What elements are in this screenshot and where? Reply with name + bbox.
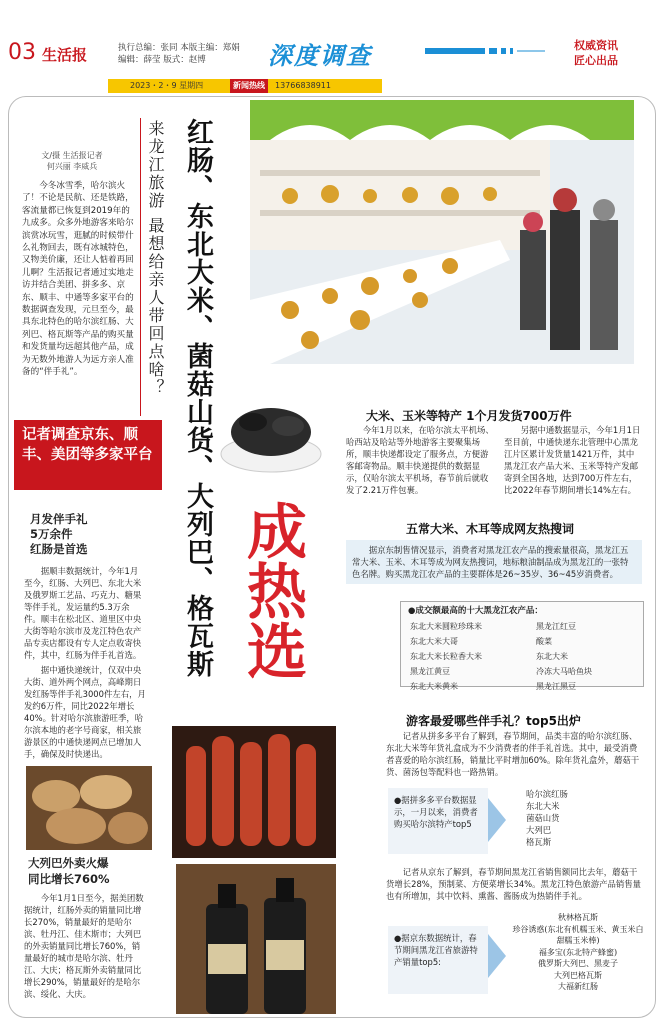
list-item: 福多宝(东北特产蜂蜜) <box>538 947 618 957</box>
left-subtitle-2: 大列巴外卖火爆 同比增长760% <box>28 856 110 886</box>
jd-top5-list <box>510 912 646 993</box>
list-item: 东北大米圆粒珍珠米 <box>410 622 482 631</box>
pdd-top5-list <box>526 788 568 848</box>
left-para-3: 今年1月1日至今，据美团数据统计，红肠外卖的销量同比增长270%，销量最好的是哈尔滨、牡丹江、佳木斯市；大列巴的外卖销量同比增长760%，销量最好的城市是哈尔滨、牡丹江、大庆；格瓦斯外卖销量同比增长290%，销量最好的是哈尔滨、绥化、大庆。 <box>24 893 144 999</box>
list-item: 黑龙江红豆 <box>536 622 576 631</box>
section-2-text: 据京东制售情况显示，消费者对黑龙江农产品的搜索量很高，黑龙江五常大米、玉米、木耳等成为网友热搜词，地标粮油制品成为黑龙江的一张特色名牌。购买黑龙江农产品的主要群体是26~35岁、36~45岁消费者。 <box>346 540 642 584</box>
list-item: 黑龙江黄豆 <box>410 667 450 676</box>
list-item: 大福新红肠 <box>558 982 598 991</box>
list-item: 东北大米黄米 <box>410 682 458 691</box>
section-2-title: 五常大米、木耳等成网友热搜词 <box>406 522 575 536</box>
title-rule <box>140 118 141 416</box>
section-1-title: 大米、玉米等特产 1个月发货700万件 <box>366 409 572 423</box>
list-item: 冷冻大马哈鱼块 <box>536 667 592 676</box>
left-subtitle-1: 月发伴手礼 5万余件 红肠是首选 <box>30 512 88 556</box>
headline-main: 红肠、东北大米、菌菇山货、大列巴、格瓦斯 <box>182 118 213 678</box>
pdd-arrow-icon <box>488 798 506 842</box>
credits <box>118 42 240 66</box>
section-1-left-text: 今年1月以来，在哈尔滨太平机场、哈西站及哈站等外地游客主要聚集场所，顺丰快递都设定了服务点，方便游客邮寄物品。顺丰快递提供的数据显示，仅哈尔滨太平机场，春节前后就收发了2.21万件包裹。 <box>346 425 494 495</box>
kvass-photo <box>176 864 336 1014</box>
list-item: 东北大米 <box>526 801 560 811</box>
list-item: 珍谷诱惑(东北有机糯玉米、黄玉米白甜糯玉米棒) <box>512 924 644 945</box>
section-4-text: 记者从京东了解到，春节期间黑龙江省销售额同比去年，蘑菇干货增长28%，预制菜、方便菜增长34%。黑龙江特色旅游产品销售量也有所增加，其中饮料、熏酱、酱肠成为热销伴手礼。 <box>386 867 641 901</box>
brand-name: 生活报 <box>42 46 88 64</box>
dateline: 2023・2・9 星期四 <box>108 79 382 93</box>
list-item: 哈尔滨红肠 <box>526 789 568 799</box>
byline: 文/摄 生活报记者 何兴丽 李威兵 <box>41 151 103 171</box>
top10-col-1 <box>410 619 482 694</box>
store-photo <box>250 100 634 364</box>
page-number: 03 <box>8 40 36 65</box>
list-item: 东北大米大哥 <box>410 637 458 646</box>
banner-stripes-icon <box>425 46 545 56</box>
section-3-text: 记者从拼多多平台了解到，春节期间，品类丰富的哈尔滨红肠、东北大米等年货礼盒成为不少消费者的伴手礼首选。其中，最受消费者喜爱的哈尔滨红肠，销量比平时增加60%。除年货礼盒外，蘑菇干货、菌汤包等配料也一路热销。 <box>386 731 640 777</box>
jd-box: ●据京东数据统计，春节期间黑龙江省旅游特产销量top5: <box>388 926 488 994</box>
section-title: 深度调查 <box>268 42 372 70</box>
section-1-right-text: 另据中通数据显示，今年1月1日至目前，中通快递东北管理中心黑龙江片区累计发货量1421万件，其中黑龙江农产品大米、玉米等特产发邮寄到全国各地，达到700万件左右，比2022年春节期间增长14%左右。 <box>504 425 641 495</box>
pdd-box: ●据拼多多平台数据显示，一月以来，消费者购买哈尔滨特产top5 <box>388 788 488 854</box>
left-para-2: 据中通快递统计，仅双中央大街、道外两个网点，高峰期日发红肠等伴手礼3000件左右，月发约6万件，同比2022年增长40%。针对哈尔滨旅游旺季，哈尔滨本地的老字号商家，相关旅游景区的中通快递网点已增加人手，确保及时快递出。 <box>24 665 146 759</box>
section-3-title: 游客最爱哪些伴手礼？top5出炉 <box>406 714 581 728</box>
bread-photo <box>26 766 152 850</box>
list-item: 格瓦斯 <box>526 837 552 847</box>
hotline-label: 新闻热线 <box>230 79 268 93</box>
list-item: 东北大米 <box>536 652 568 661</box>
list-item: 菌菇山货 <box>526 813 560 823</box>
list-item: 东北大米长粒香大米 <box>410 652 482 661</box>
credits-line-1: 执行总编：张同 本版主编：郑娟 <box>118 43 240 53</box>
slogan-line-2: 匠心出品 <box>574 54 618 67</box>
red-highlight-box: 记者调查京东、顺丰、美团等多家平台 <box>14 420 162 490</box>
fungus-photo <box>218 392 324 480</box>
hotline-number: 13766838911 <box>275 81 331 90</box>
list-item: 黑龙江黑豆 <box>536 682 576 691</box>
jd-arrow-icon <box>488 934 506 978</box>
sausage-photo <box>172 726 336 858</box>
list-item: 大列巴 <box>526 825 552 835</box>
top10-table-title: ●成交额最高的十大黑龙江农产品： <box>408 606 543 616</box>
credits-line-2: 编辑：薛莹 版式：赵博 <box>118 55 206 65</box>
slogan-line-1: 权威资讯 <box>574 39 618 52</box>
list-item: 酸菜 <box>536 637 552 646</box>
list-item: 大列巴格瓦斯 <box>554 970 602 980</box>
headline-red: 成热选 <box>237 500 307 680</box>
left-para-1: 据顺丰数据统计，今年1月至今，红肠、大列巴、东北大米及俄罗斯工艺品、巧克力、糖果等伴手礼，发运量约5.3万余件。顺丰在松北区、道里区中央大街等哈尔滨市及龙江特色农产品专卖店都设有专人定点收寄快件，其中，红肠为伴手礼首选。 <box>24 566 142 660</box>
slogan <box>574 38 618 68</box>
headline-kicker: 来龙江旅游 最想给亲人带回点啥？ <box>146 120 165 398</box>
intro-text: 今冬冰雪季，哈尔滨火了！不论是民航、还是铁路，客流量都已恢复到2019年的九成多。众多外地游客来哈尔滨赏冰玩雪，逛腻的时候带什么礼物回去，既有冰城特色，又物美价廉，还让人惦着再回儿啊？生活报记者通过实地走访并结合美团、拼多多、京东、顺丰、中通等多家平台的数据调查发现，元旦至今，最具东北特色的哈尔滨红肠、大列巴、格瓦斯等产品的购买量和发货量均远超其他产品，成为无数外地游人为远方亲人准备的“伴手礼”。 <box>22 181 134 378</box>
list-item: 秋林格瓦斯 <box>558 913 598 922</box>
list-item: 俄罗斯大列巴、黑麦子 <box>538 959 618 968</box>
top10-col-2 <box>536 619 592 694</box>
